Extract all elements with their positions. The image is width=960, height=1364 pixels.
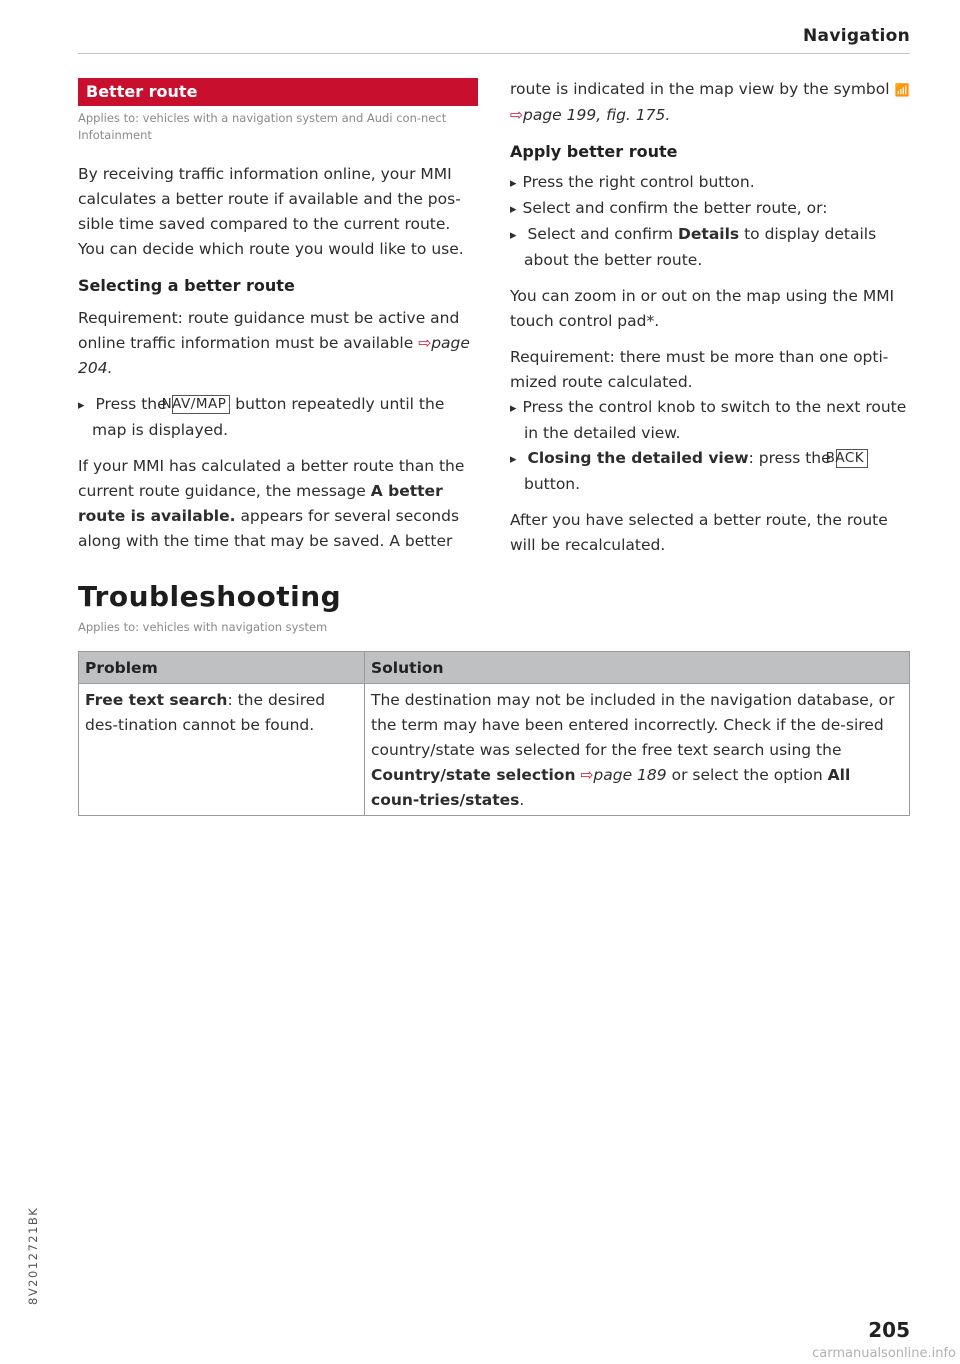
watermark: carmanualsonline.info [812,1346,956,1361]
section-banner-better-route: Better route [78,78,478,106]
applies-to-better-route: Applies to: vehicles with a navigation system and Audi con-nect Infotainment [78,111,447,142]
column-header-problem: Problem [79,652,365,684]
step-select-details: ▸ Select and confirm Details to display details about the better route. [510,222,912,273]
step-press-control-knob: ▸ Press the control knob to switch to the next route in the detailed view. [510,395,912,446]
press-navmap-step: ▸ Press the NAV/MAP button repeatedly until the map is displayed. [78,392,478,443]
problem-cell: Free text search: the desired des-tination cannot be found. [79,684,365,816]
apply-better-route-heading: Apply better route [510,142,678,161]
arrow-right-icon: ⇨ [510,106,523,124]
troubleshooting-table [78,651,910,816]
requirement-paragraph [78,306,478,381]
left-column [78,110,478,554]
page-ref-link[interactable]: ⇨page 199, fig. 175. [510,106,671,124]
page-number: 205 [868,1318,910,1342]
table-row [79,684,910,816]
solution-cell: The destination may not be included in the navigation database, or the term may have been entered incorrectly. Check if the de-sired country/state was selected for the free text search using the Country/state selection ⇨page 189 or select the option All coun-tries/states. [365,684,910,816]
nav-map-key: NAV/MAP [172,395,231,414]
requirement-optimized-paragraph: Requirement: there must be more than one opti-mized route calculated. [510,348,889,391]
column-header-solution: Solution [365,652,910,684]
page-ref-link[interactable]: ⇨page 189 [580,766,667,784]
better-route-message-paragraph: If your MMI has calculated a better route than the current route guidance, the message A better route is available. appears for several seconds along with the time that may be saved. A better [78,457,465,550]
message-text: A better route is available. [78,482,443,525]
header-rule [78,53,910,54]
zoom-paragraph: You can zoom in or out on the map using the MMI touch control pad*. [510,287,895,330]
running-header: Navigation [803,26,910,46]
step-close-detailed-view: ▸ Closing the detailed view: press the BACK button. [510,446,912,497]
page-ref-link[interactable]: ⇨page 204. [78,334,470,377]
symbol-paragraph: route is indicated in the map view by the symbol 📶 ⇨page 199, fig. 175. [510,80,910,124]
document-code: 8V2012721BK [26,1206,40,1305]
back-key: BACK [836,449,869,468]
requirement-text: Requirement: route guidance must be active and online traffic information must be available [78,309,460,352]
right-column [510,77,912,558]
selecting-better-route-heading: Selecting a better route [78,276,295,295]
arrow-right-icon: ⇨ [580,766,594,784]
better-route-intro: By receiving traffic information online, your MMI calculates a better route if available and the pos-sible time saved compared to the current route. You can decide which route you would like to use. [78,165,464,258]
recalculated-paragraph: After you have selected a better route, the route will be recalculated. [510,511,888,554]
applies-to-troubleshooting: Applies to: vehicles with navigation system [78,620,328,634]
arrow-right-icon: ⇨ [418,334,432,352]
step-press-right-button: ▸ Press the right control button. [510,170,912,196]
troubleshooting-heading: Troubleshooting [78,580,342,613]
step-select-better-route: ▸ Select and confirm the better route, or: [510,196,912,222]
table-header-row [79,652,910,684]
route-symbol-icon: 📶 [894,83,910,97]
